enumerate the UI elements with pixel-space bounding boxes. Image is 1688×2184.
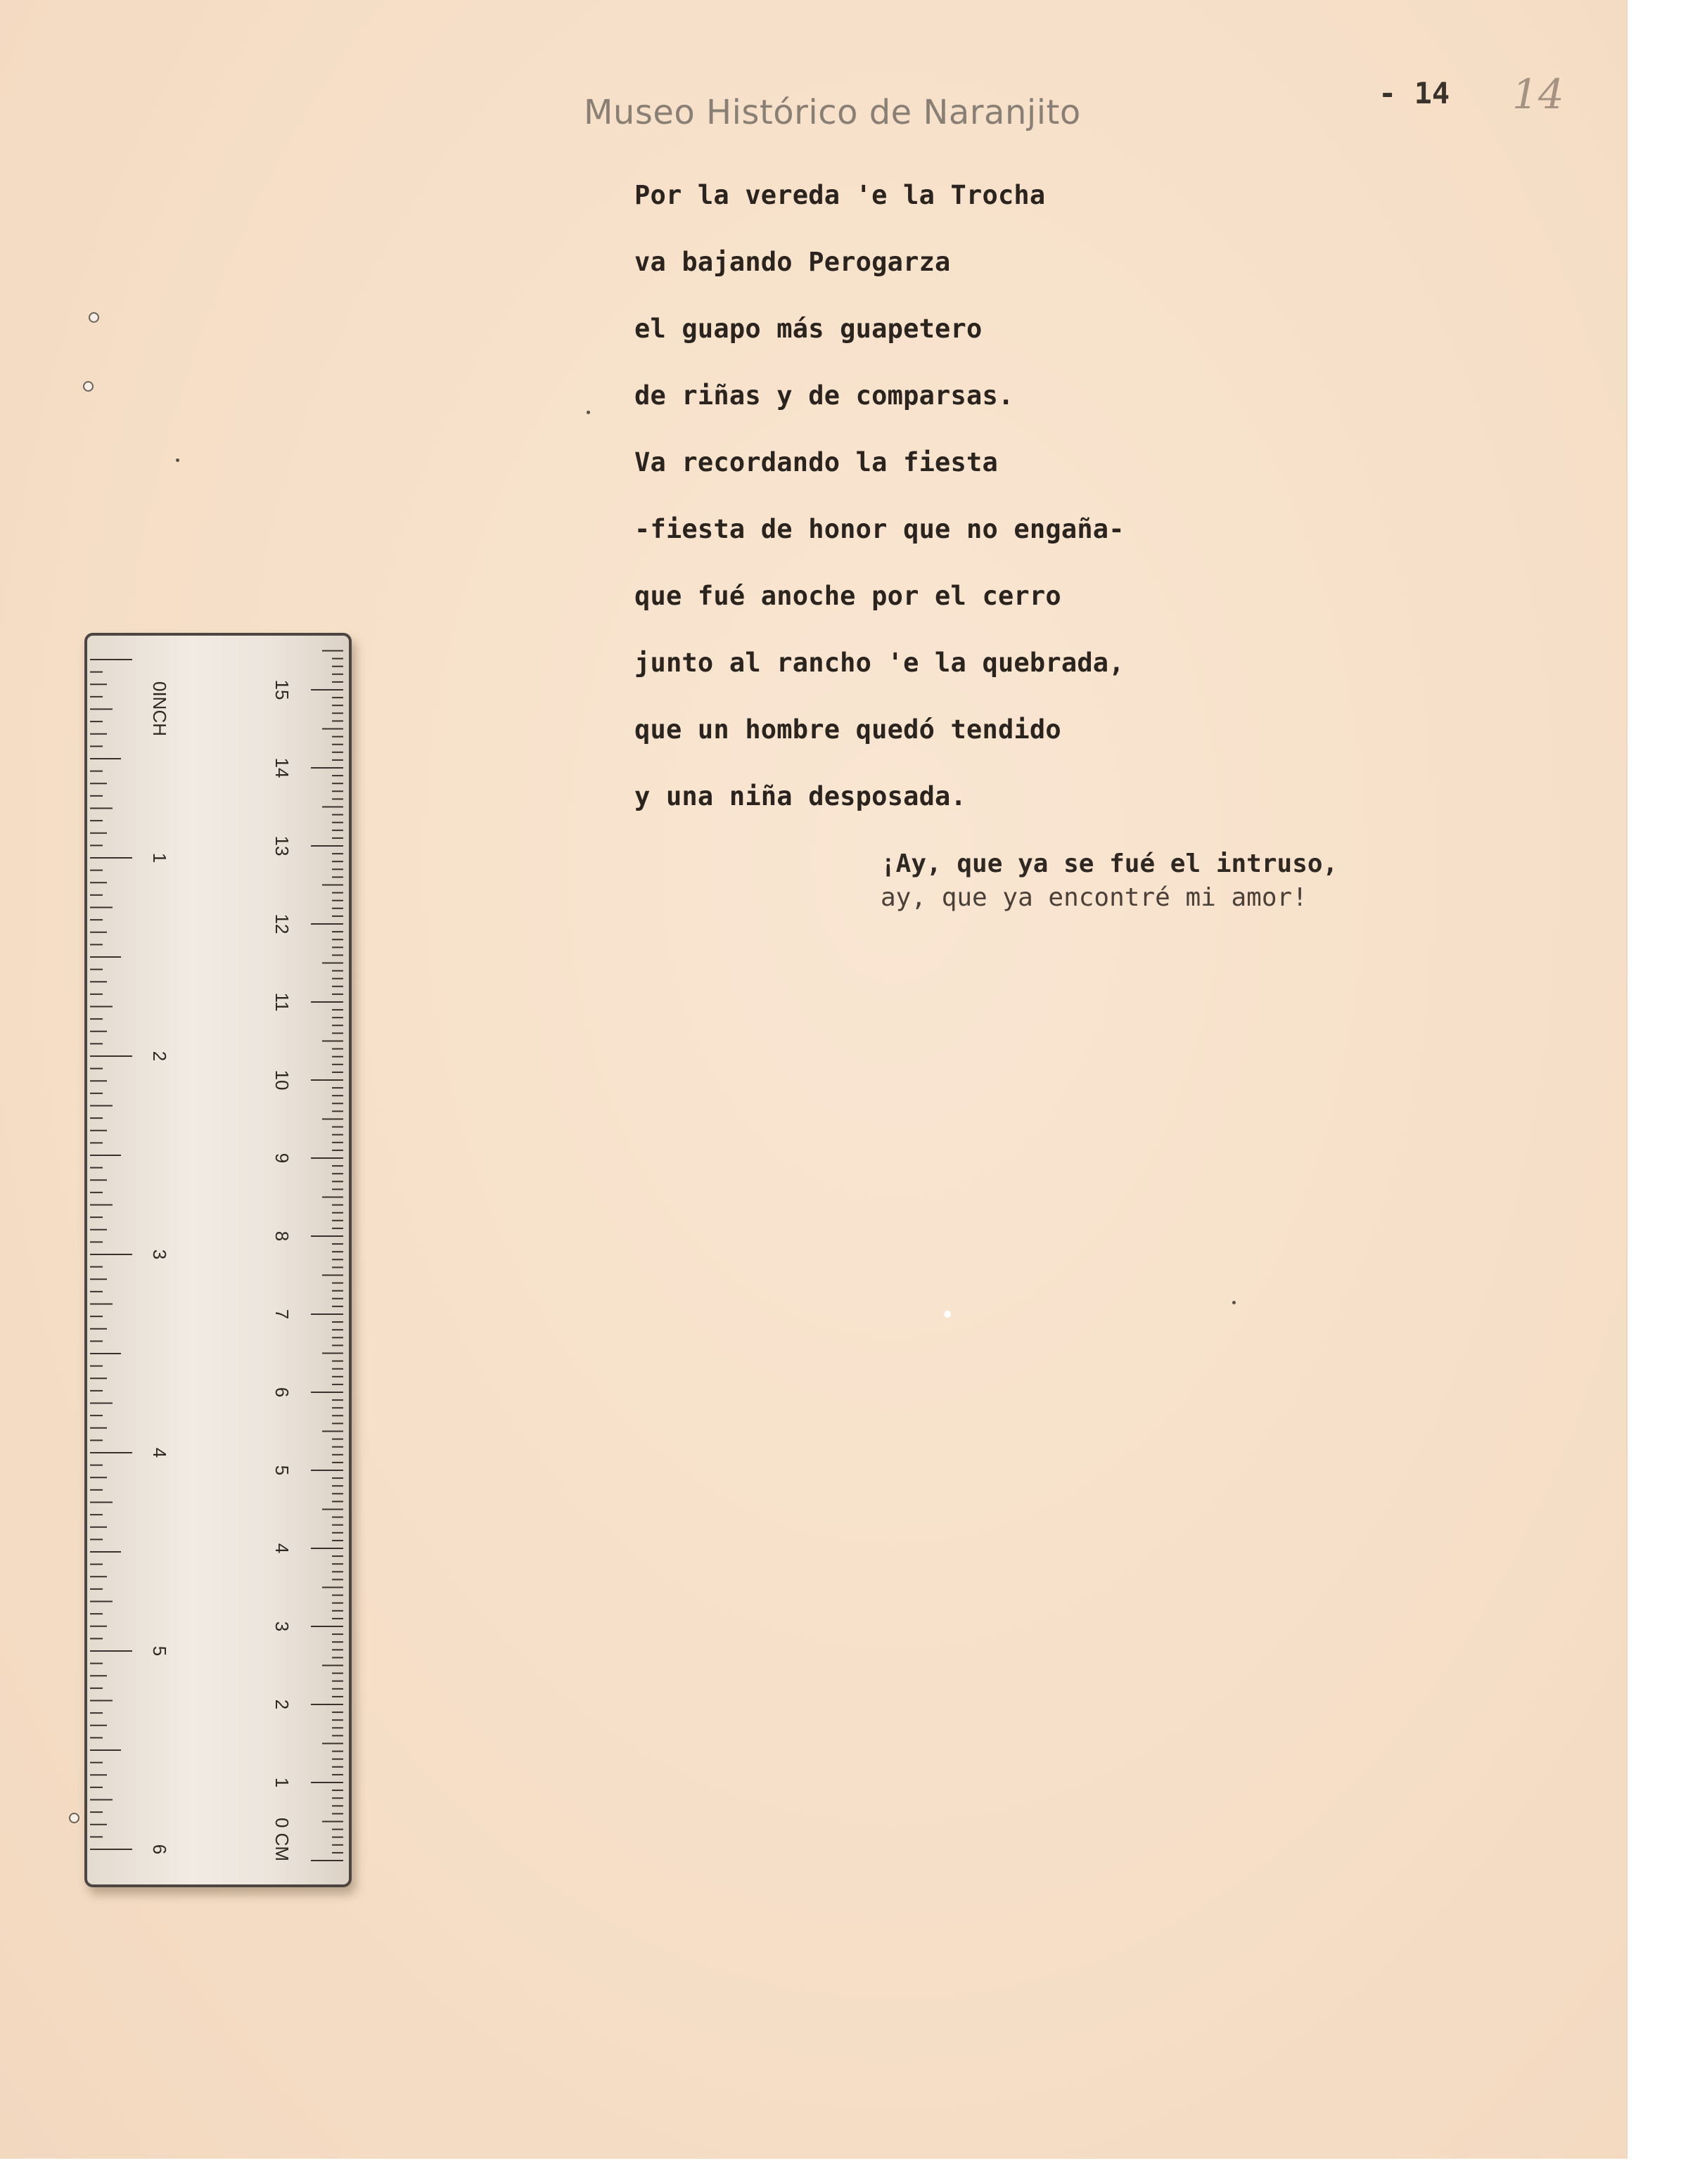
poem-line: Va recordando la fiesta	[634, 447, 998, 477]
ruler-cm-number: 6	[271, 1387, 293, 1398]
poem-refrain	[881, 849, 1338, 917]
binder-hole	[69, 1813, 79, 1823]
ruler-cm-number: 7	[271, 1309, 293, 1320]
typed-page-number: - 14	[1379, 76, 1450, 110]
poem-line: de riñas y de comparsas.	[634, 380, 1014, 411]
poem-line: junto al rancho 'e la quebrada,	[634, 648, 1125, 678]
ruler-inch-number: 3	[149, 1249, 170, 1260]
poem-line: que un hombre quedó tendido	[634, 714, 1061, 745]
paper-speck	[1232, 1301, 1236, 1304]
ruler-cm-number: 10	[271, 1069, 293, 1091]
ruler-cm-number: 2	[271, 1699, 293, 1710]
binder-hole	[83, 381, 94, 392]
ruler-cm-number: 15	[271, 679, 293, 700]
ruler-cm-number: 14	[271, 757, 293, 778]
poem-line: va bajando Perogarza	[634, 247, 951, 277]
poem-line: Por la vereda 'e la Trocha	[634, 180, 1046, 210]
refrain-line: ¡Ay, que ya se fué el intruso,	[881, 849, 1338, 878]
ruler-cm-number: 4	[271, 1543, 293, 1554]
ruler-cm-number: 1	[271, 1777, 293, 1788]
ruler-cm-number: 12	[271, 913, 293, 934]
paper-speck	[944, 1311, 951, 1318]
ruler-inch-number: 2	[149, 1051, 170, 1062]
ruler-cm-number: 11	[271, 992, 293, 1012]
binder-hole	[89, 312, 99, 323]
ruler-inch-label: 0INCH	[149, 681, 170, 737]
poem-stanza	[634, 180, 1125, 848]
ruler-inch-number: 6	[149, 1844, 170, 1855]
poem-line: el guapo más guapetero	[634, 314, 983, 344]
ruler-cm-number: 5	[271, 1465, 293, 1476]
refrain-line: ay, que ya encontré mi amor!	[881, 883, 1307, 912]
ruler-cm-number: 13	[271, 835, 293, 856]
museum-watermark: Museo Histórico de Naranjito	[584, 93, 1081, 132]
ruler-inch-number: 5	[149, 1645, 170, 1657]
ruler-cm-number: 8	[271, 1231, 293, 1242]
poem-line: -fiesta de honor que no engaña-	[634, 514, 1125, 544]
ruler-cm-label: 0 CM	[271, 1817, 293, 1862]
poem-line: y una niña desposada.	[634, 781, 966, 811]
ruler-inch-number: 4	[149, 1447, 170, 1458]
paper-speck	[176, 458, 179, 462]
poem-line: que fué anoche por el cerro	[634, 581, 1061, 611]
ruler-cm-number: 9	[271, 1152, 293, 1164]
ruler-inch-number: 1	[149, 852, 170, 863]
ruler-cm-number: 3	[271, 1621, 293, 1632]
scale-ruler	[84, 633, 352, 1887]
handwritten-page-number: 14	[1512, 70, 1564, 118]
paper-speck	[587, 411, 590, 414]
ruler-markings	[87, 636, 349, 1884]
